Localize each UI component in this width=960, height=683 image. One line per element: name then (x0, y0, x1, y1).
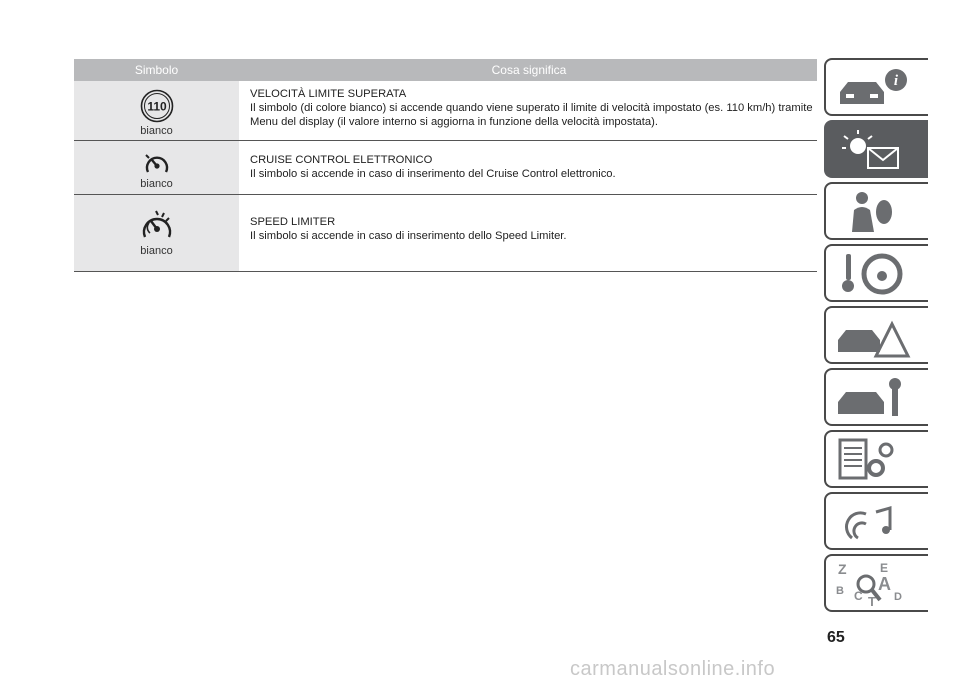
table-row (74, 195, 817, 272)
warning-title: VELOCITÀ LIMITE SUPERATA (250, 88, 407, 100)
meaning-cell (239, 81, 817, 140)
warning-title: SPEED LIMITER (250, 216, 336, 228)
multimedia-icon (832, 498, 922, 546)
speed-limiter-icon (139, 209, 175, 243)
meaning-cell (239, 141, 817, 194)
warning-light-icon (832, 126, 922, 174)
symbol-color-label: bianco (140, 245, 173, 257)
speed-limit-110-icon (140, 89, 174, 123)
warning-text: Il simbolo si accende in caso di inserimento dello Speed Limiter. (250, 230, 567, 242)
tab-starting-driving[interactable] (824, 244, 928, 302)
symbol-cell (74, 81, 239, 140)
svg-text:A: A (878, 574, 891, 594)
tab-multimedia[interactable] (824, 492, 928, 550)
index-icon (832, 560, 922, 608)
tab-warning-lights[interactable] (824, 120, 928, 178)
svg-text:Z: Z (838, 561, 847, 577)
svg-text:C: C (854, 589, 863, 603)
svg-text:E: E (880, 561, 889, 575)
svg-text:B: B (836, 585, 844, 597)
warning-text: Il simbolo (di colore bianco) si accende quando viene superato il limite di velocità impostato (es. 110 km/h) tramite Menu del display (il valore interno si aggiorna in funzione della velocità impostata). (250, 102, 813, 128)
technical-data-icon (832, 436, 922, 484)
warning-text: Il simbolo si accende in caso di inserimento del Cruise Control elettronico. (250, 168, 616, 180)
car-info-icon (832, 64, 922, 112)
steering-key-icon (832, 250, 922, 298)
page-number: 65 (827, 629, 845, 646)
cruise-control-icon (143, 152, 171, 176)
symbol-cell (74, 195, 239, 271)
warning-title: CRUISE CONTROL ELETTRONICO (250, 154, 433, 166)
svg-text:D: D (894, 591, 902, 603)
symbol-cell (74, 141, 239, 194)
symbol-table (74, 59, 817, 272)
emergency-icon (832, 312, 922, 360)
tab-maintenance[interactable] (824, 368, 928, 426)
symbol-color-label: bianco (140, 178, 173, 190)
safety-airbag-icon (832, 188, 922, 236)
header-symbol: Simbolo (134, 63, 179, 77)
svg-text:T: T (868, 594, 876, 608)
footer-watermark: carmanualsonline.info (570, 658, 776, 680)
svg-text:110: 110 (146, 99, 167, 114)
header-meaning: Cosa significa (491, 63, 567, 77)
tab-index[interactable] (824, 554, 928, 612)
meaning-cell (239, 195, 817, 271)
svg-text:i: i (893, 73, 899, 89)
table-row (74, 141, 817, 195)
symbol-color-label: bianco (140, 125, 173, 137)
tab-technical-data[interactable] (824, 430, 928, 488)
maintenance-icon (832, 374, 922, 422)
tab-safety[interactable] (824, 182, 928, 240)
tab-emergency[interactable] (824, 306, 928, 364)
table-row (74, 81, 817, 141)
tab-car-info[interactable] (824, 58, 928, 116)
table-header (74, 59, 817, 81)
